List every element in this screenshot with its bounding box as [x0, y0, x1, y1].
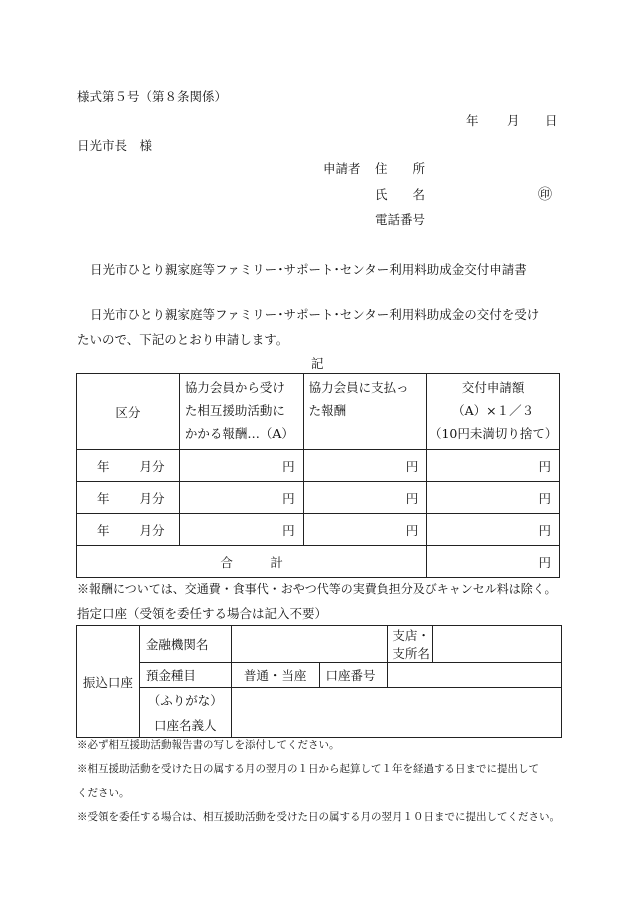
table-row: [77, 514, 560, 546]
period-month: 月分: [139, 458, 165, 474]
body-line-2: たいので、下記のとおり申請します。: [77, 332, 289, 347]
grant-cell[interactable]: 円: [427, 514, 560, 546]
transfer-account-label: 振込口座: [77, 626, 140, 738]
period-cell[interactable]: [77, 514, 180, 546]
header-category: 区分: [77, 374, 180, 450]
header-grant-line3: （10円未満切り捨て）: [428, 426, 558, 441]
body-line-1: 日光市ひとり親家庭等ファミリー･サポート･センター利用料助成金の交付を受け: [90, 307, 540, 322]
fee-a-cell[interactable]: 円: [179, 450, 303, 482]
total-cell[interactable]: 円: [427, 546, 560, 578]
header-grant: [427, 374, 560, 450]
bank-name-field[interactable]: [231, 626, 388, 663]
note-2b: ください。: [77, 787, 130, 799]
account-number-label: 口座番号: [319, 663, 388, 688]
grant-cell[interactable]: 円: [427, 450, 560, 482]
header-fee-a: [179, 374, 303, 450]
bank-name-label: 金融機関名: [139, 626, 231, 663]
header-fee-a-line2: た相互援助活動に: [184, 403, 285, 418]
period-year: 年: [97, 458, 110, 474]
addressee: 日光市長 様: [77, 138, 153, 153]
header-fee-a-line1: 協力会員から受け: [184, 380, 285, 395]
period-cell[interactable]: [77, 482, 180, 514]
account-holder-field[interactable]: [231, 688, 561, 738]
applicant-label: 申請者: [323, 161, 361, 176]
name-label: 氏 名: [375, 187, 426, 202]
header-paid-line1: 協力会員に支払っ: [308, 380, 409, 395]
fee-note: ※報酬については、交通費・食事代・おやつ代等の実費負担分及びキャンセル料は除く。: [77, 582, 557, 596]
furigana-label: （ふりがな）: [139, 688, 231, 713]
total-row: [77, 546, 560, 578]
table-row: [77, 450, 560, 482]
address-label: 住 所: [375, 161, 426, 176]
account-holder-label: 口座名義人: [139, 713, 231, 738]
paid-cell[interactable]: 円: [303, 514, 427, 546]
header-paid: [303, 374, 427, 450]
period-year: 年: [97, 522, 110, 538]
seal-mark: ㊞: [538, 187, 552, 203]
branch-name-field[interactable]: [433, 626, 562, 663]
period-month: 月分: [139, 522, 165, 538]
form-number: 様式第５号（第８条関係）: [77, 89, 228, 104]
phone-label: 電話番号: [375, 212, 426, 227]
fee-a-cell[interactable]: 円: [179, 482, 303, 514]
date-month-label: 月: [507, 113, 520, 128]
fee-table-header: [77, 374, 560, 450]
header-paid-line2: た報酬: [308, 403, 347, 418]
note-1: ※必ず相互援助活動報告書の写しを添付してください。: [77, 739, 340, 751]
deposit-type-label: 預金種目: [139, 663, 231, 688]
account-heading: 指定口座（受領を委任する場合は記入不要）: [77, 606, 328, 621]
account-number-field[interactable]: [388, 663, 562, 688]
ki-label: 記: [311, 356, 324, 371]
header-grant-line2: （A）×１／３: [452, 403, 535, 418]
period-year: 年: [97, 490, 110, 506]
branch-name-label: 支店・支所名: [388, 626, 433, 663]
header-fee-a-line3: かかる報酬…（A）: [184, 426, 294, 441]
date-day-label: 日: [545, 113, 558, 128]
fee-a-cell[interactable]: 円: [179, 514, 303, 546]
period-cell[interactable]: [77, 450, 180, 482]
header-grant-line1: 交付申請額: [461, 380, 525, 395]
note-2a: ※相互援助活動を受けた日の属する月の翌月の１日から起算して１年を経過する日までに提出して: [77, 763, 539, 775]
account-table: [76, 625, 562, 738]
period-month: 月分: [139, 490, 165, 506]
paid-cell[interactable]: 円: [303, 482, 427, 514]
note-3: ※受領を委任する場合は、相互援助活動を受けた日の属する月の翌月１０日までに提出してください。: [77, 811, 560, 823]
table-row: [77, 482, 560, 514]
grant-cell[interactable]: 円: [427, 482, 560, 514]
total-label: 合 計: [77, 546, 427, 578]
document-title: 日光市ひとり親家庭等ファミリー･サポート･センター利用料助成金交付申請書: [90, 262, 527, 277]
date-year-label: 年: [466, 113, 479, 128]
deposit-type-options[interactable]: 普通・当座: [231, 663, 319, 688]
fee-table: [76, 373, 560, 578]
paid-cell[interactable]: 円: [303, 450, 427, 482]
